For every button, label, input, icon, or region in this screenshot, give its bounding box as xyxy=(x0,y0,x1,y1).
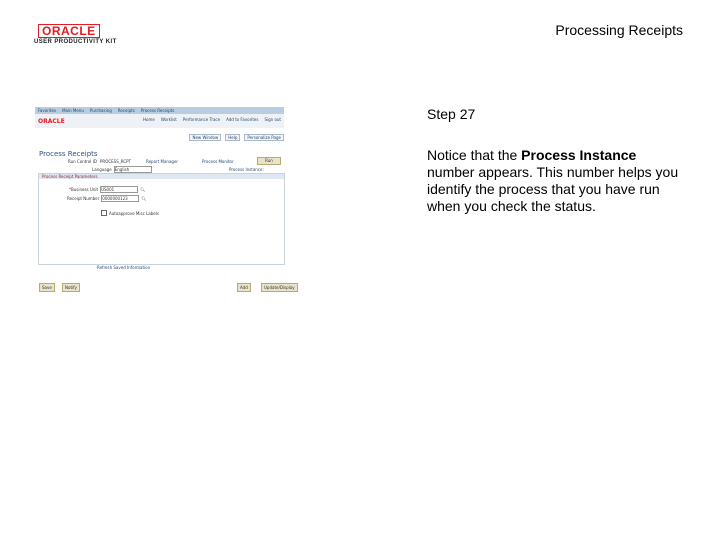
process-instance-text: Process Instance: xyxy=(229,167,264,172)
autoapprove-label: Autoapprove Misc Labels xyxy=(109,210,159,216)
lookup-icon[interactable]: 🔍︎ xyxy=(140,187,146,192)
page-title: Process Receipts xyxy=(39,150,98,158)
notify-button[interactable]: Notify xyxy=(62,283,80,292)
header-links xyxy=(143,117,281,122)
update-display-button[interactable]: Update/Display xyxy=(261,283,298,292)
run-control-value: PROCESS_RCPT xyxy=(100,159,131,164)
header-link[interactable]: Performance Trace xyxy=(182,117,221,122)
parameters-section xyxy=(38,173,285,265)
nav-item[interactable]: Receipts xyxy=(117,108,135,113)
description-bold: Process Instance xyxy=(521,147,637,163)
run-control-label: Run Control ID xyxy=(68,159,97,164)
receipt-number-input[interactable]: 0000000123 xyxy=(101,195,139,202)
lookup-icon[interactable]: 🔍︎ xyxy=(141,196,147,201)
business-unit-input[interactable]: US001 xyxy=(100,186,138,193)
bottom-toolbar xyxy=(35,283,335,293)
oracle-logo-text: ORACLE xyxy=(38,24,100,38)
slide-title: Processing Receipts xyxy=(555,22,683,38)
new-window-link[interactable]: New Window xyxy=(189,134,221,141)
help-link[interactable]: Help xyxy=(225,134,240,141)
breadcrumb-nav xyxy=(35,107,284,114)
page-actions xyxy=(189,134,284,141)
nav-item[interactable]: Main Menu xyxy=(62,108,84,113)
step-number: Step 27 xyxy=(427,106,476,122)
nav-item[interactable]: Purchasing xyxy=(89,108,112,113)
autoapprove-checkbox-row xyxy=(101,210,159,216)
save-button[interactable]: Save xyxy=(39,283,55,292)
oracle-upk-logo xyxy=(34,24,130,48)
business-unit-label: *Business Unit xyxy=(69,187,99,192)
process-monitor-link[interactable]: Process Monitor xyxy=(202,159,234,164)
app-header xyxy=(35,114,284,128)
personalize-link[interactable]: Personalize Page xyxy=(244,134,284,141)
screenshot-thumbnail xyxy=(35,107,385,297)
step-description xyxy=(427,147,687,215)
header-link[interactable]: Sign out xyxy=(264,117,281,122)
add-button[interactable]: Add xyxy=(237,283,251,292)
header-link[interactable]: Add to Favorites xyxy=(226,117,259,122)
description-text: Notice that the xyxy=(427,147,522,163)
refresh-link[interactable]: Refresh Saved Information xyxy=(97,265,151,270)
business-unit-field xyxy=(69,186,145,193)
description-text: number appears. This number helps you identify the process that you have run when you check the status. xyxy=(427,164,679,214)
receipt-number-label: Receipt Number xyxy=(67,196,100,201)
language-label: Language xyxy=(92,167,112,172)
header-logo: ORACLE xyxy=(38,118,65,125)
language-select[interactable]: English xyxy=(114,166,152,173)
header-link[interactable]: Home xyxy=(143,117,155,122)
run-control-row xyxy=(68,159,283,165)
autoapprove-checkbox[interactable] xyxy=(101,210,107,216)
nav-item[interactable]: Favorites xyxy=(38,108,57,113)
report-manager-link[interactable]: Report Manager xyxy=(146,159,179,164)
run-button[interactable]: Run xyxy=(257,157,281,165)
nav-item[interactable]: Process Receipts xyxy=(140,108,175,113)
receipt-number-field xyxy=(67,195,146,202)
upk-logo-text: USER PRODUCTIVITY KIT xyxy=(34,39,117,45)
language-row xyxy=(92,166,152,173)
header-link[interactable]: Worklist xyxy=(160,117,177,122)
section-title: Process Receipt Parameters xyxy=(39,174,284,179)
